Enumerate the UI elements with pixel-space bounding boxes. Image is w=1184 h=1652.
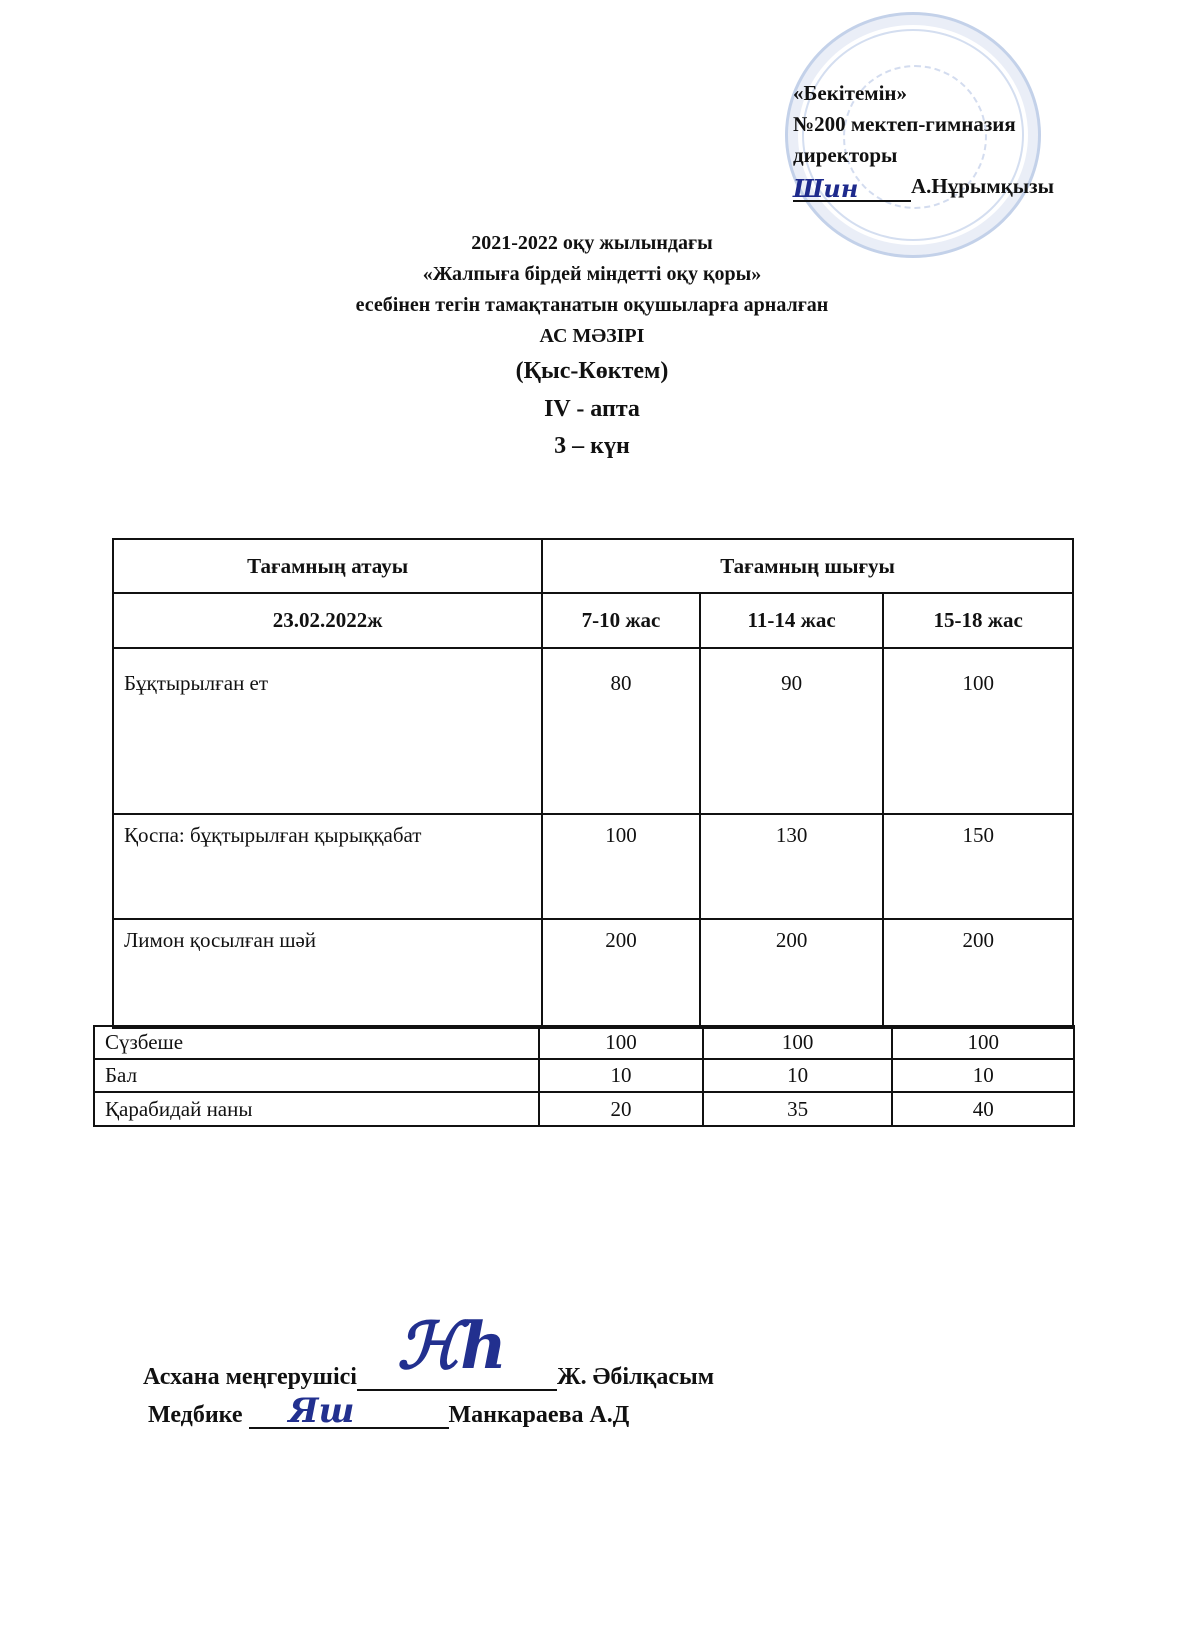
portion-11-14: 100	[703, 1026, 893, 1059]
portion-11-14: 10	[703, 1059, 893, 1092]
portion-7-10: 100	[542, 814, 700, 919]
nurse-signature-row	[148, 1391, 630, 1431]
cook-signature-line	[357, 1309, 557, 1391]
portion-7-10: 20	[539, 1092, 703, 1126]
cook-name: Ж. Әбілқасым	[556, 1364, 715, 1390]
header-row-2	[113, 593, 1073, 648]
header-dish-name: Тағамның атауы	[113, 539, 542, 593]
director-name: А.Нұрымқызы	[911, 174, 1054, 198]
dish-name: Бал	[94, 1059, 539, 1092]
portion-7-10: 200	[542, 919, 700, 1028]
title-menu: АС МӘЗІРІ	[539, 325, 645, 347]
portion-15-18: 200	[883, 919, 1073, 1028]
portion-15-18: 40	[892, 1092, 1074, 1126]
table-row	[94, 1059, 1074, 1092]
header-row-1	[113, 539, 1073, 593]
dish-name: Қарабидай наны	[94, 1092, 539, 1126]
title-purpose: есебінен тегін тамақтанатын оқушыларға арналған	[355, 294, 829, 316]
portion-7-10: 10	[539, 1059, 703, 1092]
title-week: IV - апта	[544, 396, 640, 422]
header-age-15-18: 15-18 жас	[883, 593, 1073, 648]
portion-11-14: 130	[700, 814, 884, 919]
dish-name: Лимон қосылған шәй	[113, 919, 542, 1028]
portion-15-18: 100	[892, 1026, 1074, 1059]
table-row	[113, 919, 1073, 1028]
approval-line-1: «Бекітемін»	[793, 81, 908, 105]
header-date: 23.02.2022ж	[113, 593, 542, 648]
title-fund: «Жалпыға бірдей міндетті оқу қоры»	[422, 263, 762, 285]
title-season: (Қыс-Көктем)	[515, 358, 669, 384]
portion-15-18: 10	[892, 1059, 1074, 1092]
approval-signature-row	[793, 171, 1054, 202]
nurse-label: Медбике	[148, 1402, 243, 1428]
menu-table	[112, 538, 1074, 1029]
nurse-name: Манкараева А.Д	[448, 1402, 630, 1428]
dish-name: Бұқтырылған ет	[113, 648, 542, 814]
cook-label: Асхана меңгерушісі	[143, 1364, 357, 1390]
director-signature: Шин	[793, 178, 911, 202]
portion-15-18: 150	[883, 814, 1073, 919]
approval-line-3: директоры	[793, 143, 898, 167]
nurse-signature-line	[249, 1391, 449, 1431]
header-age-11-14: 11-14 жас	[700, 593, 884, 648]
title-year: 2021-2022 оқу жылындағы	[471, 232, 713, 254]
menu-table-continued	[93, 1025, 1075, 1127]
portion-11-14: 35	[703, 1092, 893, 1126]
portion-15-18: 100	[883, 648, 1073, 814]
title-day: 3 – күн	[554, 433, 630, 459]
portion-7-10: 100	[539, 1026, 703, 1059]
approval-block	[793, 78, 1054, 202]
dish-name: Сүзбеше	[94, 1026, 539, 1059]
cook-signature-row	[143, 1309, 715, 1391]
table-row	[113, 648, 1073, 814]
table-row	[94, 1026, 1074, 1059]
approval-line-2: №200 мектеп-гимназия	[793, 112, 1016, 136]
portion-7-10: 80	[542, 648, 700, 814]
header-age-7-10: 7-10 жас	[542, 593, 700, 648]
header-dish-output: Тағамның шығуы	[542, 539, 1073, 593]
cook-signature: ℋℎ	[396, 1309, 507, 1384]
nurse-signature: Яш	[288, 1391, 355, 1431]
dish-name: Қоспа: бұқтырылған қырыққабат	[113, 814, 542, 919]
table-row	[94, 1092, 1074, 1126]
table-row	[113, 814, 1073, 919]
portion-11-14: 200	[700, 919, 884, 1028]
portion-11-14: 90	[700, 648, 884, 814]
